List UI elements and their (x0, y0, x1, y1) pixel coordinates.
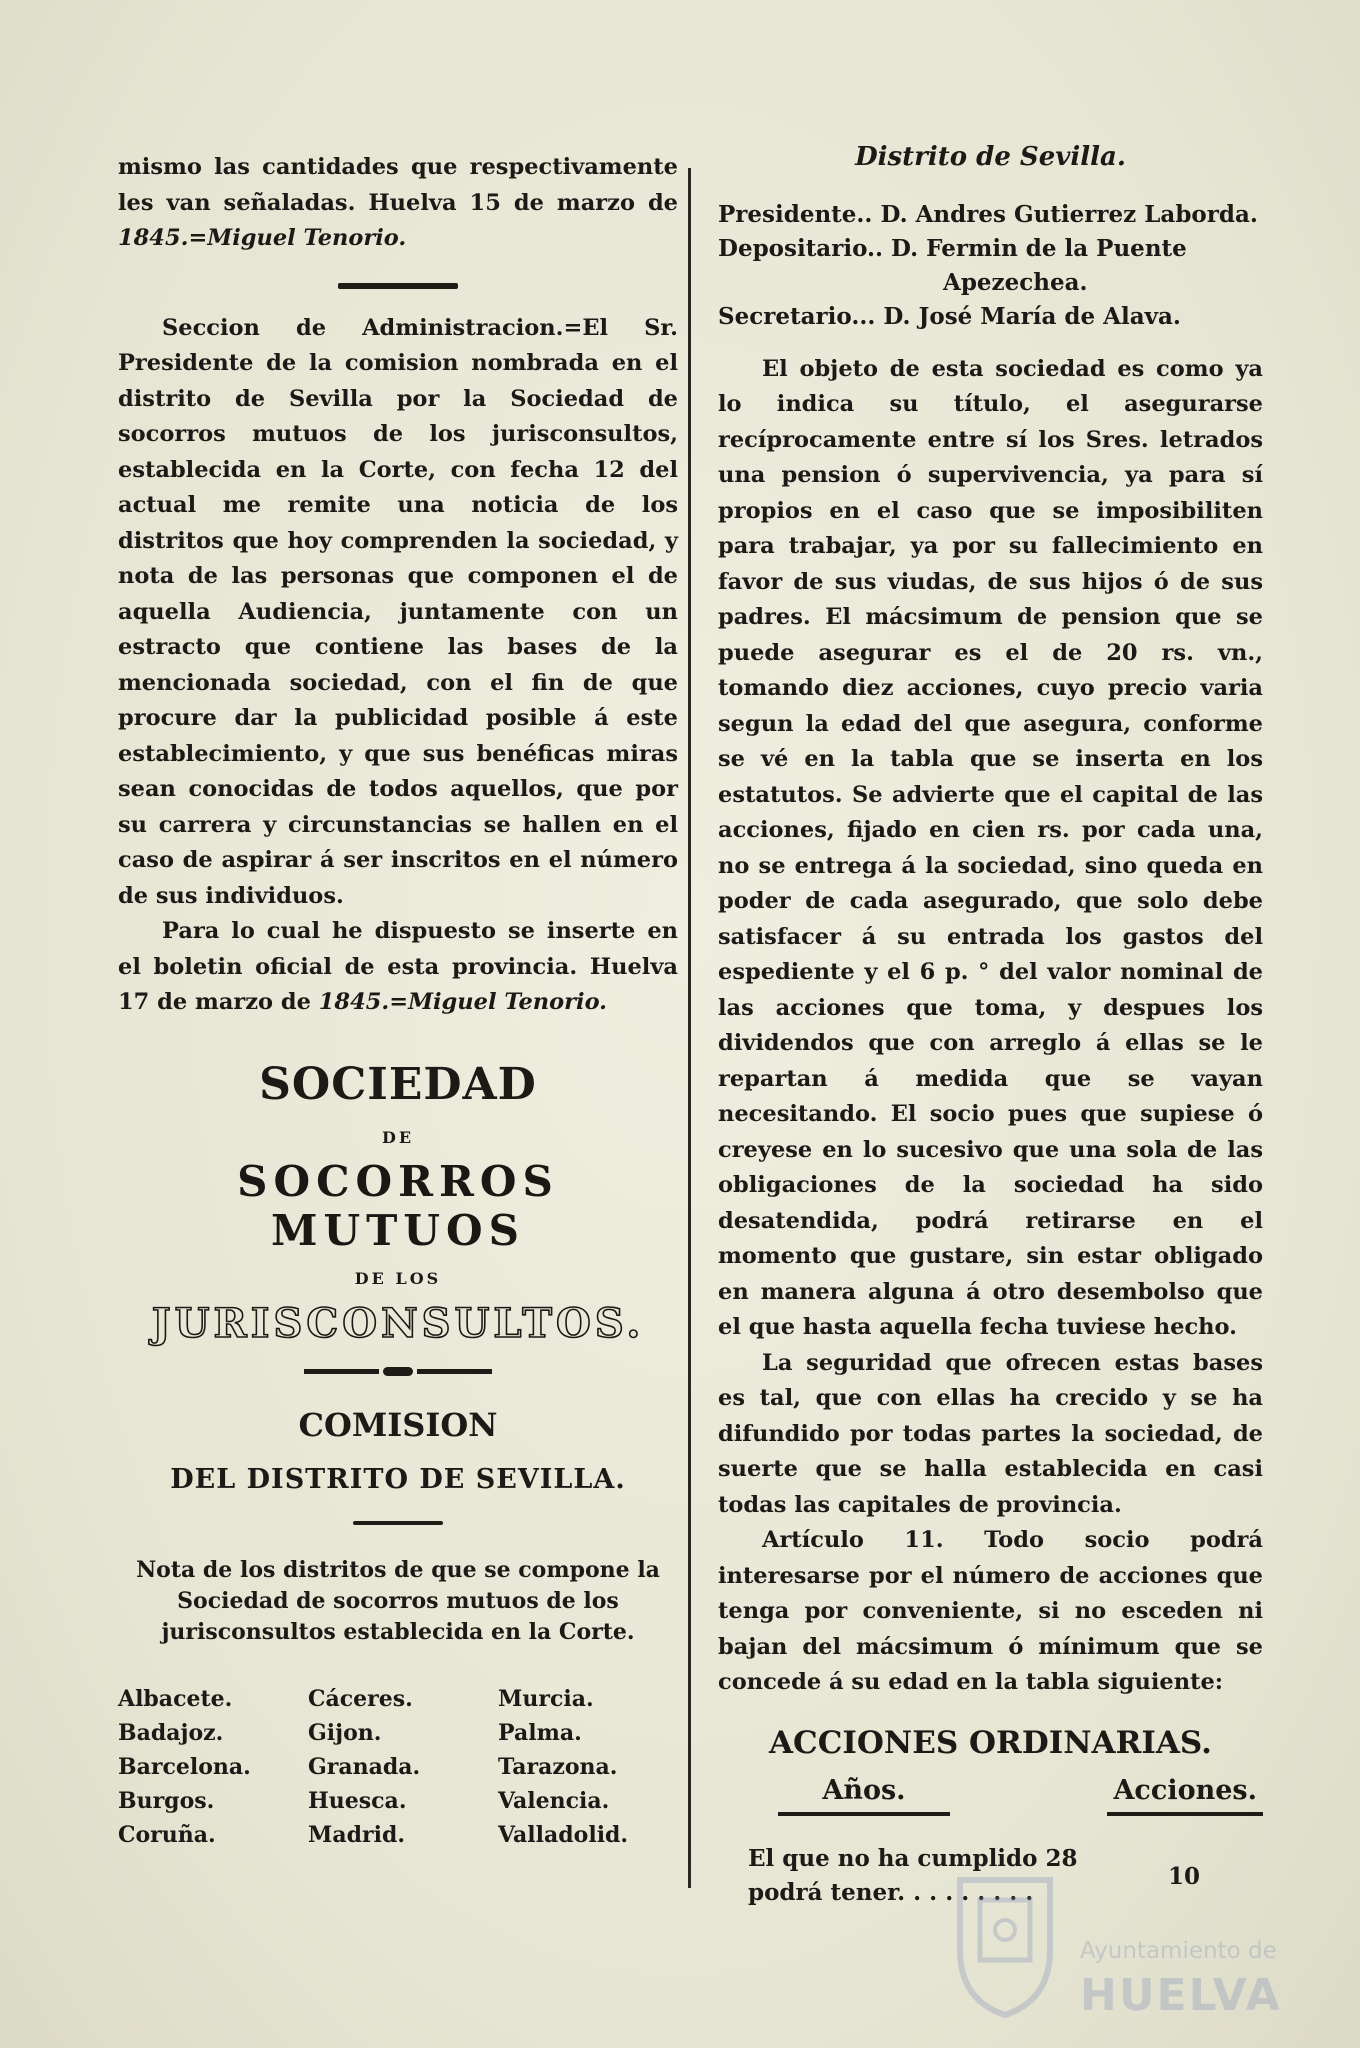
officer-depositario: Depositario.. D. Fermin de la Puente (718, 234, 1187, 262)
district-item: Cáceres. (308, 1685, 413, 1712)
district-item: Albacete. (118, 1685, 233, 1712)
officer-secretario: Secretario... D. José María de Alava. (718, 302, 1181, 330)
officer-depositario-surname: Apezechea. (943, 268, 1088, 296)
watermark-line2: HUELVA (1080, 1970, 1282, 2021)
district-item: Palma. (498, 1719, 582, 1746)
nota-distritos: Nota de los distritos de que se compone la Sociedad de socorros mutuos de los jurisconsultos establecida en la Corte. (136, 1556, 660, 1645)
title-distrito-sevilla: DEL DISTRITO DE SEVILLA. (170, 1463, 626, 1495)
district-item: Gijon. (308, 1719, 382, 1746)
title-socorros-mutuos: SOCORROS MUTUOS (237, 1156, 559, 1255)
district-item: Huesca. (308, 1787, 407, 1814)
watermark-line1: Ayuntamiento de (1080, 1938, 1277, 1964)
districts-list (118, 1682, 678, 1852)
left-column (118, 150, 678, 1852)
title-de: DE (381, 1127, 415, 1147)
title-comision: COMISION (298, 1405, 498, 1444)
separator-rule (338, 283, 458, 289)
district-item: Madrid. (308, 1821, 405, 1848)
col-anos: Años. (778, 1775, 950, 1816)
coat-of-arms-icon (950, 1870, 1060, 2020)
table-header (718, 1775, 1263, 1816)
signature: 1845.=Miguel Tenorio. (118, 225, 407, 251)
distrito-heading: Distrito de Sevilla. (855, 142, 1126, 172)
district-item: Coruña. (118, 1821, 216, 1848)
left-paragraph-continuation: mismo las cantidades que respectivamente les van señaladas. Huelva 15 de marzo de 1845.=Miguel Tenorio. (118, 154, 678, 251)
district-item: Granada. (308, 1753, 421, 1780)
col-acciones: Acciones. (1107, 1775, 1263, 1816)
right-column (718, 140, 1263, 1910)
huelva-watermark (950, 1870, 1290, 2020)
seccion-administracion-paragraph: Seccion de Administracion.=El Sr. Presidente de la comision nombrada en el distrito de Sevilla por la Sociedad de socorros mutuos de los jurisconsultos, establecida en la Corte, con fecha 12 del actual me remite una noticia de los distritos que hoy comprenden la sociedad, y nota de las personas que componen el de aquella Audiencia, juntamente con un estracto que contiene las bases de la mencionada sociedad, con el fin de que procure dar la publicidad posible á este establecimiento, y que sus benéficas miras sean conocidas de todos aquellos, que por su carrera y circunstancias se hallen en el caso de aspirar á ser inscritos en el número de sus individuos. (118, 314, 678, 909)
title-de-los: DE LOS (354, 1268, 442, 1288)
ornament-divider (118, 1367, 678, 1376)
title-sociedad: SOCIEDAD (259, 1058, 537, 1110)
officer-presidente: Presidente.. D. Andres Gutierrez Laborda. (718, 200, 1258, 228)
acciones-ordinarias-title: ACCIONES ORDINARIAS. (769, 1724, 1212, 1761)
objeto-paragraph: El objeto de esta sociedad es como ya lo indica su título, el asegurarse recíprocamente entre sí los Sres. letrados una pension ó supervivencia, ya para sí propios en el caso que se imposibiliten para trabajar, ya por su fallecimiento en favor de sus viudas, de sus hijos ó de sus padres. El mácsimum de pension que se puede asegurar es el de 20 rs. vn., tomando diez acciones, cuyo precio varia segun la edad del que asegura, conforme se vé en la tabla que se inserta en los estatutos. Se advierte que el capital de las acciones, fijado en cien rs. por cada una, no se entrega á la sociedad, sino queda en poder de cada asegurado, que solo debe satisfacer á su entrada los gastos del espediente y el 6 p. ° del valor nominal de las acciones que toma, y despues los dividendos que con arreglo á ellas se le repartan á medida que se vayan necesitando. El socio pues que supiese ó creyese en lo sucesivo que una sola de las obligaciones de la sociedad ha sido desatendida, podrá retirarse en el momento que gustare, sin estar obligado en manera alguna á otro desembolso que el que hasta aquella fecha tuviese hecho. (718, 355, 1263, 1340)
district-item: Murcia. (498, 1685, 594, 1712)
signature: 1845.=Miguel Tenorio. (318, 989, 608, 1015)
district-item: Tarazona. (498, 1753, 618, 1780)
row-value: 10 (1168, 1862, 1201, 1890)
district-item: Burgos. (118, 1787, 215, 1814)
district-item: Valladolid. (498, 1821, 629, 1848)
district-item: Badajoz. (118, 1719, 224, 1746)
column-divider (688, 168, 691, 1888)
district-item: Barcelona. (118, 1753, 251, 1780)
seguridad-paragraph: La seguridad que ofrecen estas bases es tal, que con ellas ha crecido y se ha difundido por todas partes la sociedad, de suerte que se halla establecida en casi todas las capitales de provincia. (718, 1349, 1263, 1518)
title-jurisconsultos: JURISCONSULTOS. (151, 1299, 645, 1347)
row-label: El que no ha cumplido 28 podrá tener. . . . . . . . . (748, 1844, 1078, 1906)
publication-paragraph: Para lo cual he dispuesto se inserte en el boletin oficial de esta provincia. Huelva 17 de marzo de 1845.=Miguel Tenorio. (118, 918, 678, 1015)
district-item: Valencia. (498, 1787, 610, 1814)
articulo-11-paragraph: Artículo 11. Todo socio podrá interesarse por el número de acciones que tenga por conveniente, si no esceden ni bajan del mácsimum ó mínimum que se concede á su edad en la tabla siguiente: (718, 1527, 1263, 1695)
